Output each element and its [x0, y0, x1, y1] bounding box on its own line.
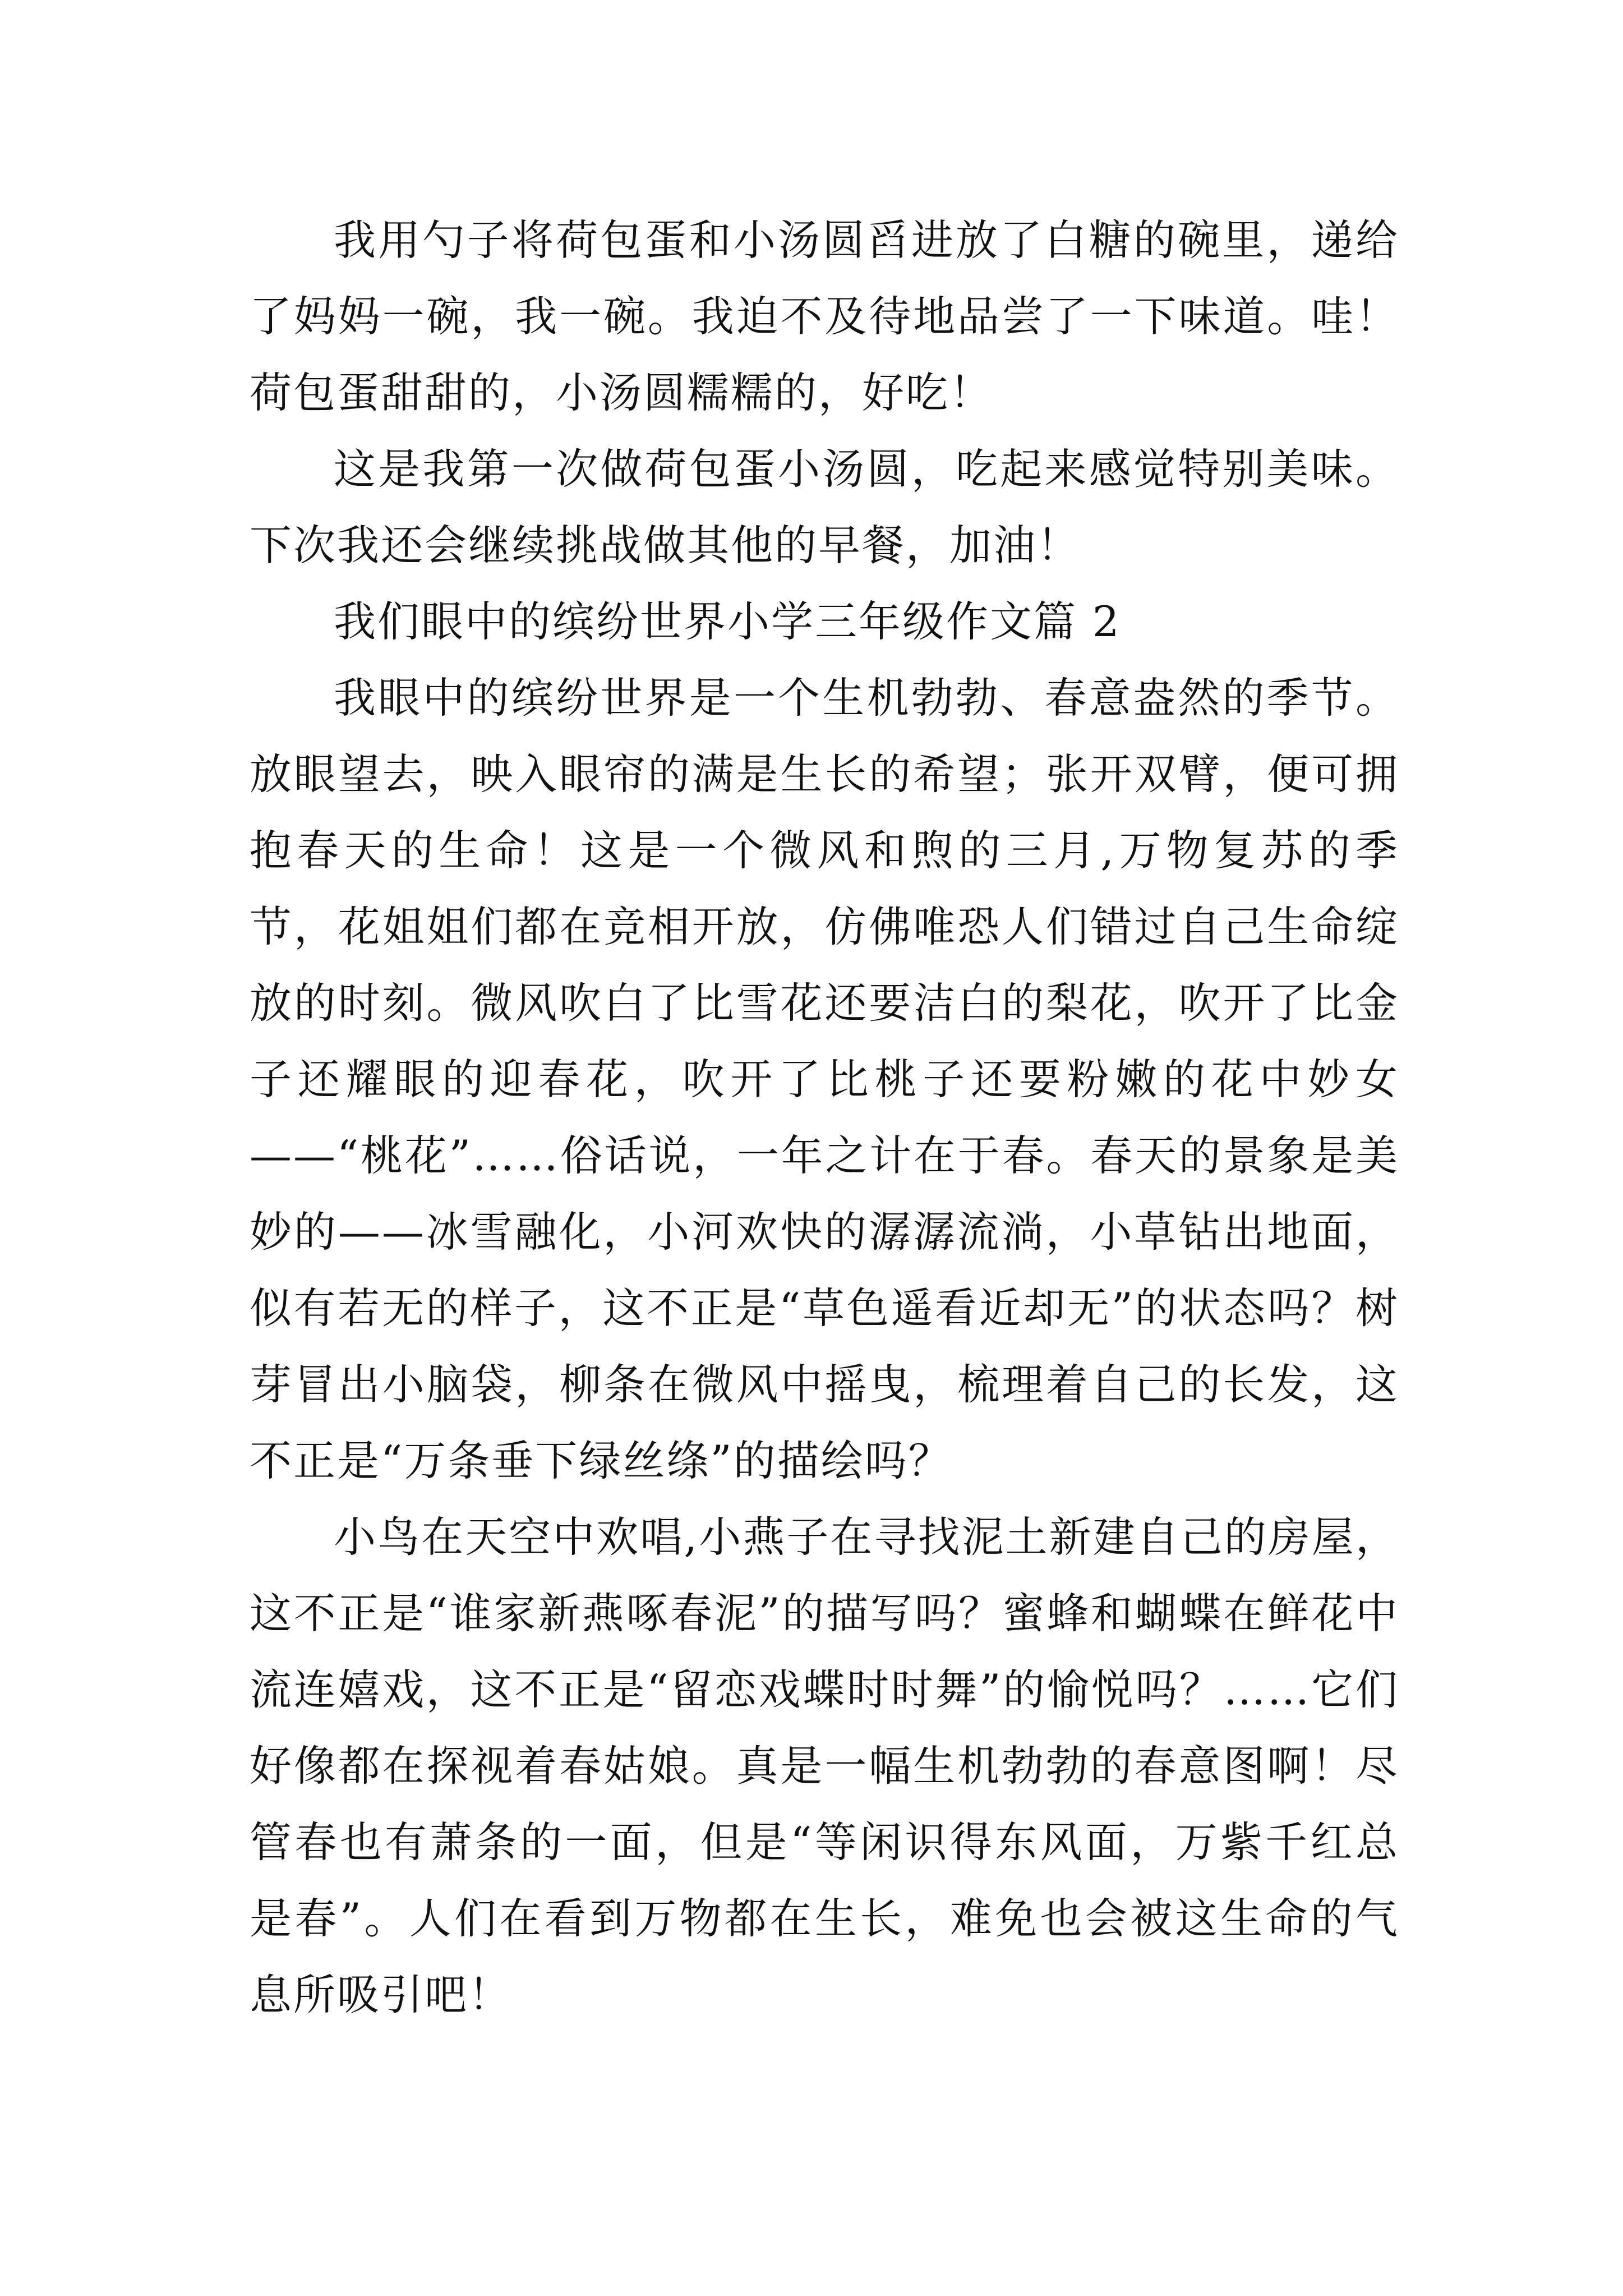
section-heading: 我们眼中的缤纷世界小学三年级作文篇 2	[334, 597, 1121, 646]
paragraph-4: 小鸟在天空中欢唱,小燕子在寻找泥土新建自己的房屋，这不正是“谁家新燕啄春泥”的描写吗？蜜蜂和蝴蝶在鲜花中流连嬉戏，这不正是“留恋戏蝶时时舞”的愉悦吗？……它们好像都在探视着春姑娘。真是一幅生机勃勃的春意图啊！尽管春也有萧条的一面，但是“等闲识得东风面，万紫千红总是春”。人们在看到万物都在生长，难免也会被这生命的气息所吸引吧！	[250, 1512, 1399, 2019]
paragraph-2: 这是我第一次做荷包蛋小汤圆，吃起来感觉特别美味。下次我还会继续挑战做其他的早餐，加油！	[250, 444, 1399, 570]
paragraph-3: 我眼中的缤纷世界是一个生机勃勃、春意盎然的季节。放眼望去，映入眼帘的满是生长的希望；张开双臂，便可拥抱春天的生命！这是一个微风和煦的三月,万物复苏的季节，花姐姐们都在竞相开放，仿佛唯恐人们错过自己生命绽放的时刻。微风吹白了比雪花还要洁白的梨花，吹开了比金子还耀眼的迎春花，吹开了比桃子还要粉嫩的花中妙女——“桃花”……俗话说，一年之计在于春。春天的景象是美妙的——冰雪融化，小河欢快的潺潺流淌，小草钻出地面，似有若无的样子，这不正是“草色遥看近却无”的状态吗？树芽冒出小脑袋，柳条在微风中摇曳，梳理着自己的长发，这不正是“万条垂下绿丝绦”的描绘吗？	[250, 673, 1399, 1485]
paragraph-1: 我用勺子将荷包蛋和小汤圆舀进放了白糖的碗里，递给了妈妈一碗，我一碗。我迫不及待地品尝了一下味道。哇！荷包蛋甜甜的，小汤圆糯糯的，好吃！	[250, 215, 1399, 417]
document-body	[250, 202, 1399, 2033]
